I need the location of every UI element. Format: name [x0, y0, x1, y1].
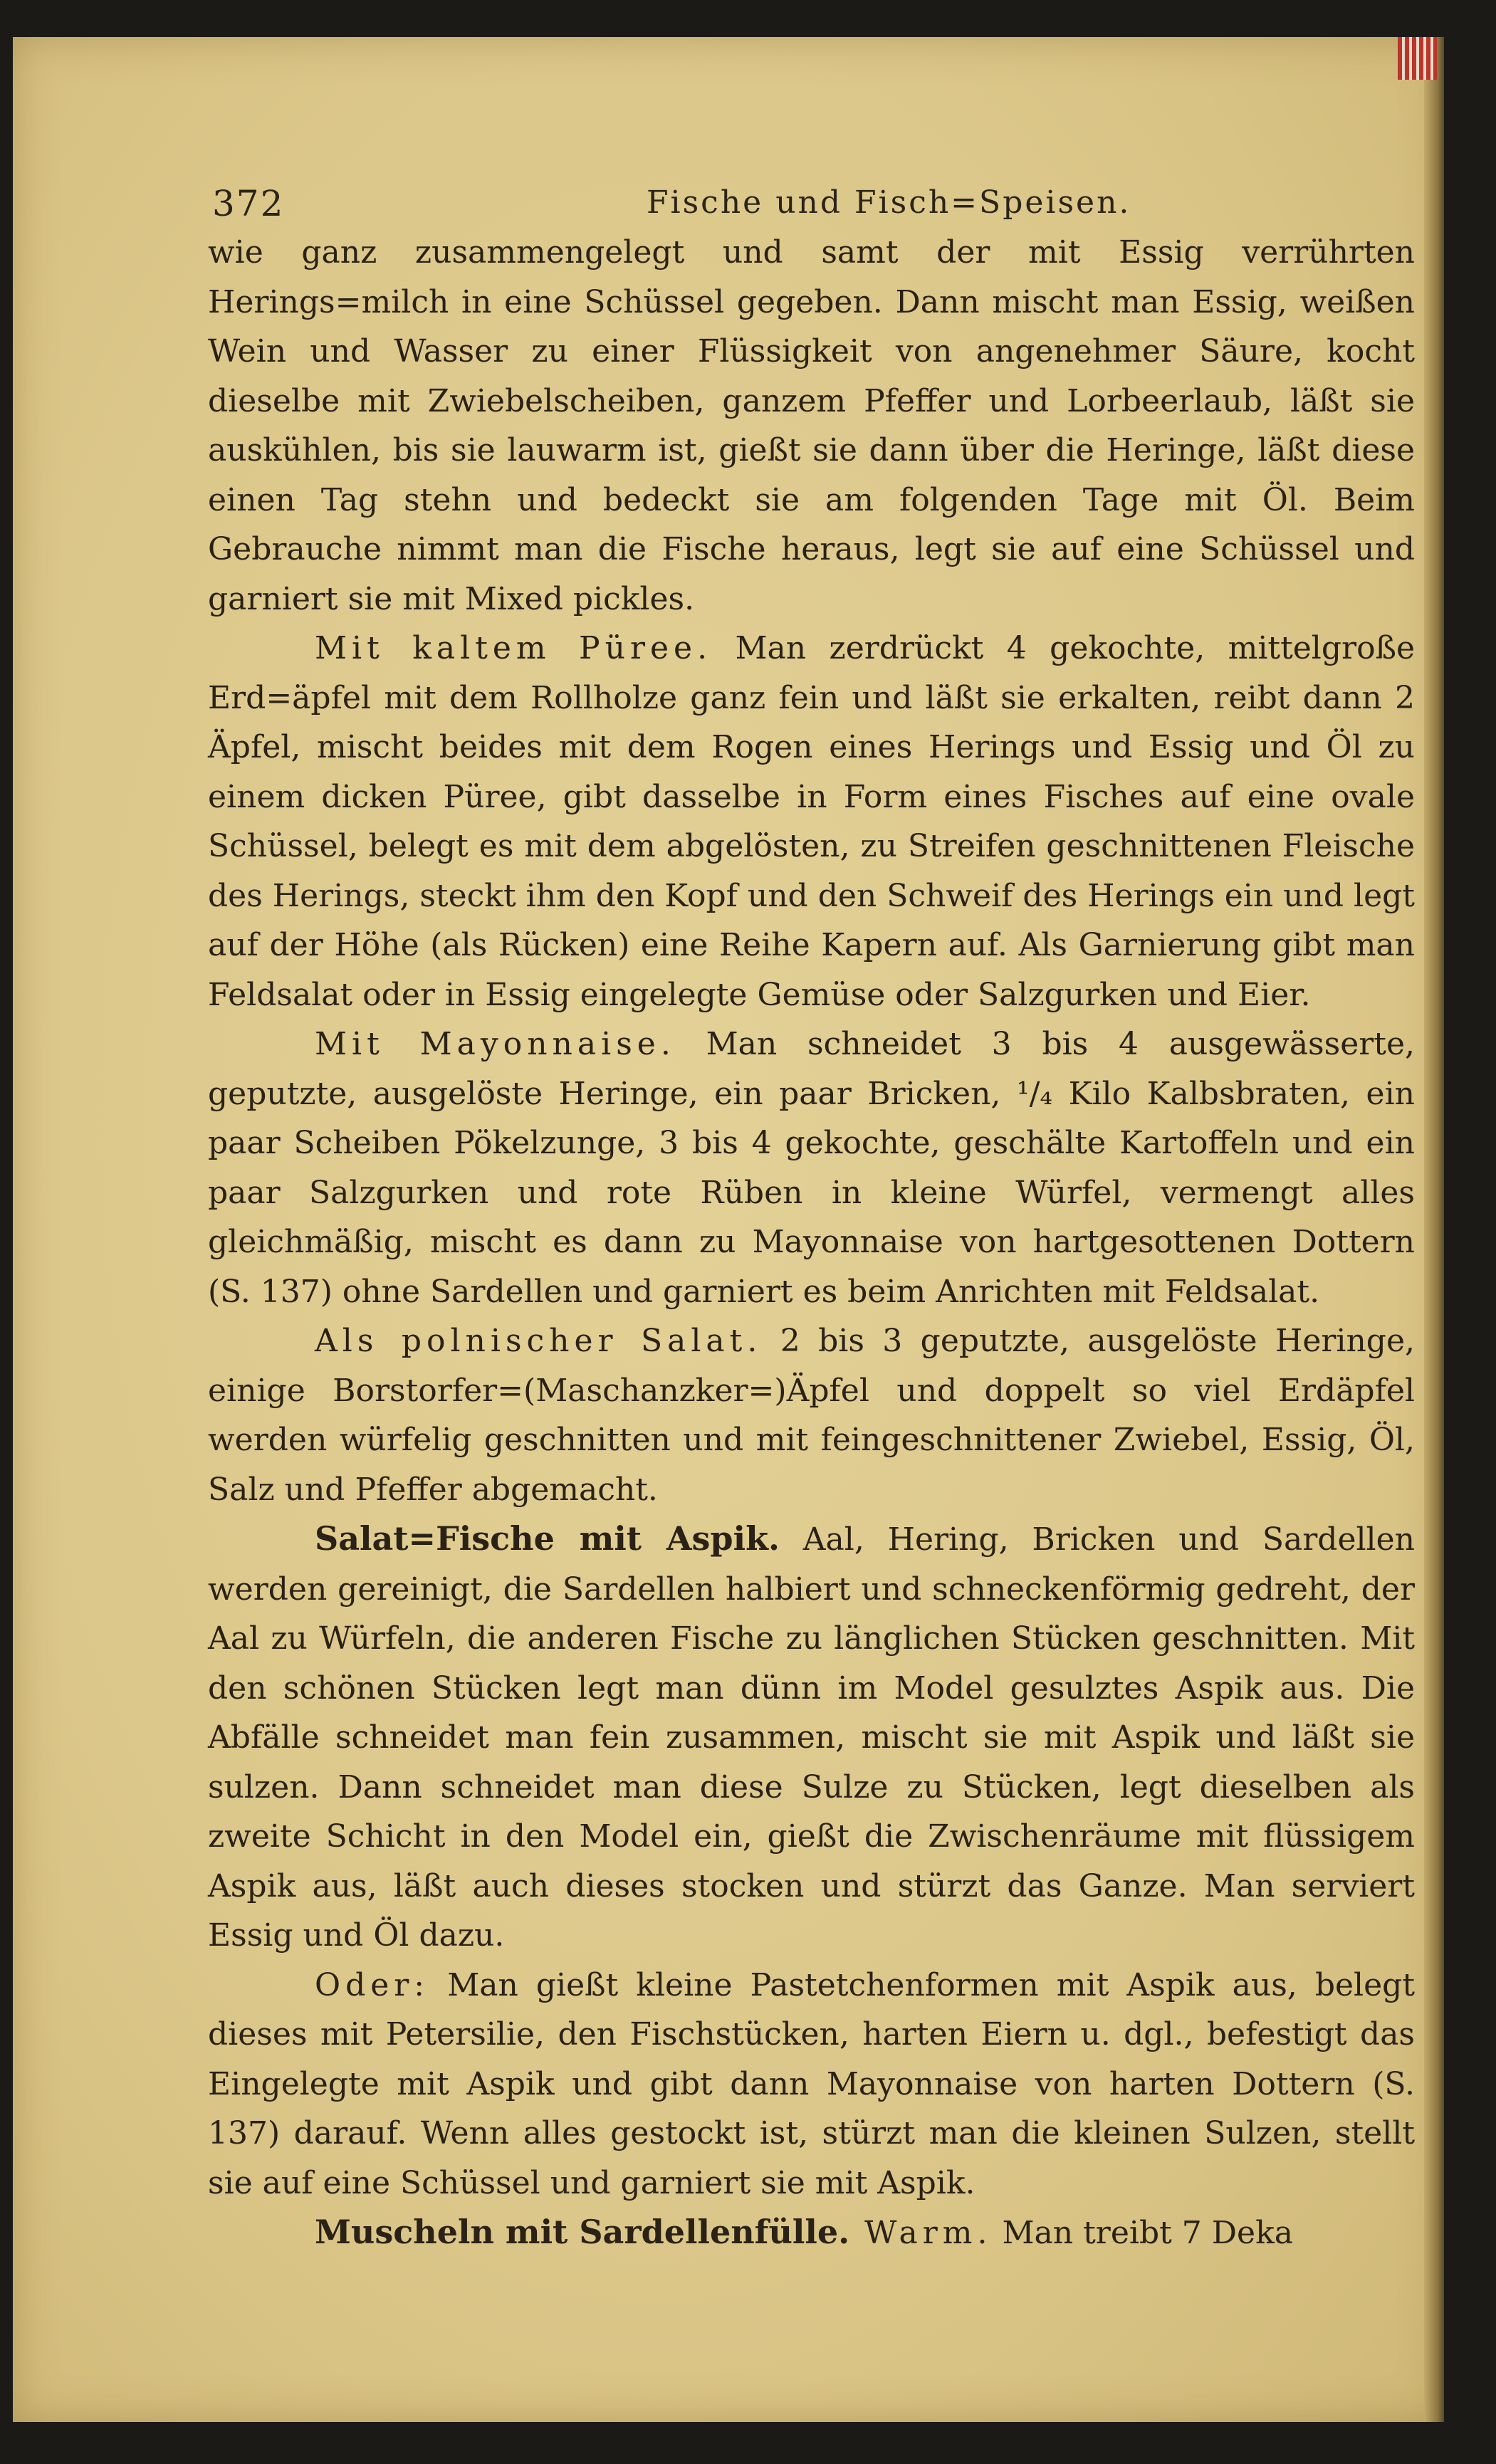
recipe-variant-label: Mit kaltem Püree.: [315, 630, 713, 666]
paragraph-herring-continuation: wie ganz zusammengelegt und samt der mit Essig verrührten Herings=milch in eine Schüssel gegeben. Dann mischt man Essig, weißen Wein und Wasser zu einer Flüssigkeit von angenehmer Säure, kocht dieselbe mit Zwiebelscheiben, ganzem Pfeffer und Lorbeerlaub, läßt sie auskühlen, bis sie lauwarm ist, gießt sie dann über die Heringe, läßt diese einen Tag stehn und bedeckt sie am folgenden Tage mit Öl. Beim Gebrauche nimmt man die Fische heraus, legt sie auf eine Schüssel und garniert sie mit Mixed pickles.: [208, 234, 1415, 617]
page-number: 372: [212, 183, 285, 224]
bookmark-ribbon: [1398, 37, 1437, 80]
recipe-heading: Muscheln mit Sardellenfülle.: [315, 2213, 850, 2251]
recipe-variant-label: Als polnischer Salat.: [315, 1323, 763, 1359]
recipe-variant-label: Oder:: [315, 1966, 430, 2003]
paragraph-oder: Oder: Man gießt kleine Pastetchenformen mit Aspik aus, belegt dieses mit Petersilie, den Fischstücken, harten Eiern u. dgl., befestigt das Eingelegte mit Aspik und gibt dann Mayonnaise von harten Dottern (S. 137) darauf. Wenn alles gestockt ist, stürzt man die kleinen Sulzen, stellt sie auf eine Schüssel und garniert sie mit Aspik.: [208, 1966, 1415, 2201]
running-head: Fische und Fisch=Speisen.: [647, 184, 1131, 221]
paragraph-muscheln: Muscheln mit Sardellenfülle. Warm. Man treibt 7 Deka: [315, 2213, 1293, 2251]
paragraph-mayonnaise: Mit Mayonnaise. Man schneidet 3 bis 4 ausgewässerte, geputzte, ausgelöste Heringe, ein paar Bricken, ¹/₄ Kilo Kalbsbraten, ein paar Scheiben Pökelzunge, 3 bis 4 gekochte, geschälte Kartoffeln und ein paar Salzgurken und rote Rüben in kleine Würfel, vermengt alles gleichmäßig, mischt es dann zu Mayonnaise von hartgesottenen Dottern (S. 137) ohne Sardellen und garniert es beim Anrichten mit Feldsalat.: [208, 1026, 1416, 1310]
paragraph-kaltem-puree: Mit kaltem Püree. Man zerdrückt 4 gekochte, mittelgroße Erd=äpfel mit dem Rollholze ganz fein und läßt sie erkalten, reibt dann 2 Äpfel, mischt beides mit dem Rogen eines Herings und Essig und Öl zu einem dicken Püree, gibt dasselbe in Form eines Fisches auf eine ovale Schüssel, belegt es mit dem abgelösten, zu Streifen geschnittenen Fleische des Herings, steckt ihm den Kopf und den Schweif des Herings ein und legt auf der Höhe (als Rücken) eine Reihe Kapern auf. Als Garnierung gibt man Feldsalat oder in Essig eingelegte Gemüse oder Salzgurken und Eier.: [208, 630, 1415, 1013]
recipe-heading: Salat=Fische mit Aspik.: [315, 1519, 780, 1558]
body-text: [208, 228, 1415, 2258]
paragraph-polnischer-salat: Als polnischer Salat. 2 bis 3 geputzte, ausgelöste Heringe, einige Borstorfer=(Maschanzker=)Äpfel und doppelt so viel Erdäpfel werden würfelig geschnitten und mit feingeschnittener Zwiebel, Essig, Öl, Salz und Pfeffer abgemacht.: [208, 1323, 1415, 1508]
recipe-variant-label: Mit Mayonnaise.: [315, 1026, 676, 1062]
recipe-variant-label: Warm.: [849, 2215, 993, 2251]
book-spine: [1424, 37, 1444, 2422]
paragraph-salat-fische: Salat=Fische mit Aspik. Aal, Hering, Bricken und Sardellen werden gereinigt, die Sardellen halbiert und schneckenförmig gedreht, der Aal zu Würfeln, die anderen Fische zu länglichen Stücken geschnitten. Mit den schönen Stücken legt man dünn im Model gesulztes Aspik aus. Die Abfälle schneidet man fein zusammen, mischt sie mit Aspik und läßt sie sulzen. Dann schneidet man diese Sulze zu Stücken, legt dieselben als zweite Schicht in den Model ein, gießt die Zwischenräume mit flüssigem Aspik aus, läßt auch dieses stocken und stürzt das Ganze. Man serviert Essig und Öl dazu.: [208, 1519, 1415, 1954]
